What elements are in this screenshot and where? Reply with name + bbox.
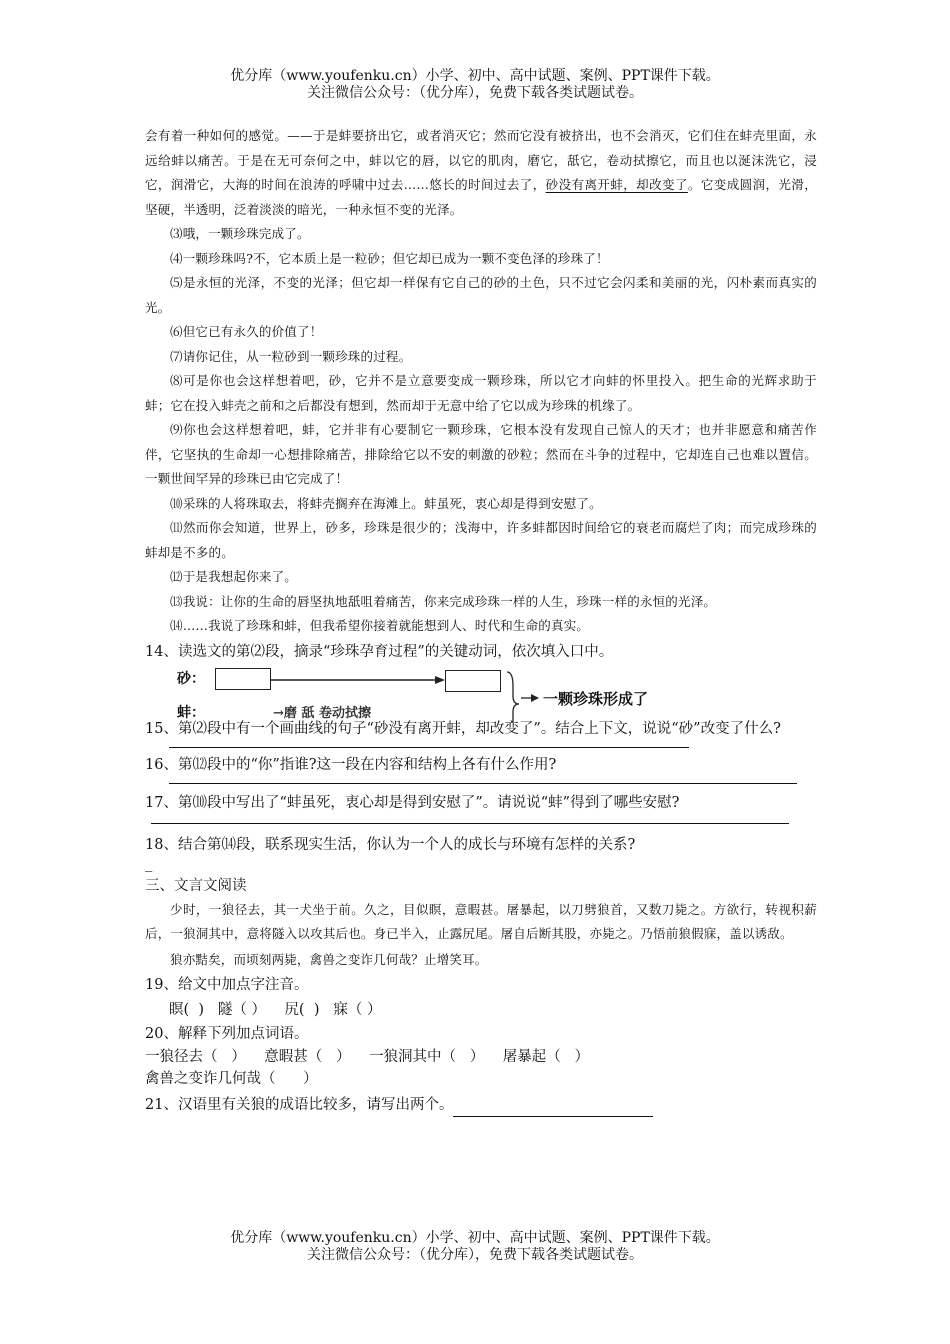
clam-verbs: →磨 舐 卷动拭擦 — [273, 705, 371, 721]
q19-item-1[interactable]: 瞑( ) — [169, 1001, 205, 1018]
paragraph-12: ⑿于是我想起你来了。 — [170, 569, 298, 584]
q20-item-1[interactable]: 一狼径去（ ） — [145, 1048, 246, 1065]
question-14: 14、读选文的第⑵段，摘录“珍珠孕育过程”的关键动词，依次填入口中。 — [145, 643, 614, 660]
paragraph-9: ⑼你也会这样想着吧，蚌，它并非有心要制它一颗珍珠，它根本没有发现自己惊人的天才；也并非愿意和痛苦作伴，它坚执的生命却一心想排除痛苦，排除给它以不安的刺激的砂粒；然而在斗争的过程中，它却连自己也难以置信。一颗世间罕异的珍珠已由它完成了！ — [145, 422, 817, 486]
classical-paragraph-1: 少时，一狼径去，其一犬坐于前。久之，目似瞑，意暇甚。屠暴起，以刀劈狼首，又数刀毙之。方欲行，转视积薪后，一狼洞其中，意将隧入以攻其后也。身已半入，止露尻尾。屠自后断其股，亦毙之。乃悟前狼假寐，盖以诱敌。 — [145, 901, 817, 941]
paragraph-8: ⑻可是你也会这样想着吧，砂，它并不是立意要变成一颗珍珠，所以它才向蚌的怀里投入。把生命的光辉求助于蚌；它在投入蚌壳之前和之后都没有想到，然而却于无意中给了它以成为珍珠的机缘了。 — [145, 373, 817, 413]
q19-item-3[interactable]: 尻( ) — [284, 1001, 320, 1018]
paragraph-4: ⑷一颗珍珠吗?不，它本质上是一粒砂；但它却已成为一颗不变色泽的珍珠了！ — [170, 250, 609, 266]
q20-item-5[interactable]: 禽兽之变诈几何哉（ ） — [145, 1070, 318, 1087]
underlined-sentence: 砂没有离开蚌，却改变了 — [545, 177, 688, 192]
paragraph-10: ⑽采珠的人将珠取去，将蚌壳搁弃在海滩上。蚌虽死，衷心却是得到安慰了。 — [170, 495, 602, 511]
answer-line-16[interactable] — [169, 777, 797, 784]
question-17: 17、第⑽段中写出了“蚌虽死，衷心却是得到安慰了”。请说说“蚌”得到了哪些安慰? — [145, 794, 680, 811]
footer-line-2: 关注微信公众号：（优分库），免费下载各类试题试卷。 — [307, 1247, 643, 1263]
q19-item-2[interactable]: 隧（ ） — [217, 1001, 266, 1018]
page-footer — [0, 1230, 950, 1264]
main-content — [145, 124, 817, 1117]
sand-label: 砂： — [177, 670, 205, 687]
question-15-text: 15、第⑵段中有一个画曲线的句子“砂没有离开蚌，却改变了”。结合上下文，说说“砂”改变了什么? — [145, 720, 781, 737]
question-18-mark: _ — [145, 855, 153, 872]
paragraph-7: ⑺请你记住，从一粒砂到一颗珍珠的过程。 — [170, 348, 412, 364]
question-20-row-2 — [145, 1068, 817, 1090]
clam-label: 蚌： — [177, 704, 205, 721]
q19-item-4[interactable]: 寐（ ） — [333, 1001, 382, 1018]
question-19-items — [145, 997, 817, 1023]
question-20-row-1 — [145, 1046, 817, 1068]
question-20: 20、解释下列加点词语。 — [145, 1025, 309, 1042]
section-title-classical: 三、文言文阅读 — [145, 877, 247, 894]
passage-intro-text: 会有着一种如何的感觉。——于是蚌要挤出它，或者消灭它；然而它没有被挤出，也不会消灭，它们住在蚌壳里面，永远给蚌以痛苦。于是在无可奈何之中，蚌以它的唇，以它的肌肉，磨它，舐它，卷动拭擦它，而且也以涎沫洗它，浸它，润滑它，大海的时间在浪涛的呼啸中过去……悠长的时间过去了， — [145, 128, 817, 192]
classical-paragraph-2: 狼亦黠矣，而顷刻两毙，禽兽之变诈几何哉？止增笑耳。 — [170, 951, 488, 967]
answer-line-17[interactable] — [151, 817, 789, 824]
pearl-process-diagram — [145, 666, 817, 726]
answer-line-15[interactable] — [169, 741, 689, 748]
question-16: 16、第⑿段中的“你”指谁?这一段在内容和结构上各有什么作用? — [145, 756, 557, 773]
page-header — [0, 68, 950, 102]
result-label: 一颗珍珠形成了 — [543, 689, 649, 708]
paragraph-11: ⑾然而你会知道，世界上，砂多，珍珠是很少的；浅海中，许多蚌都因时间给它的衰老而腐烂了肉；而完成珍珠的蚌却是不多的。 — [145, 520, 817, 560]
paragraph-13: ⒀我说：让你的生命的唇坚执地舐咀着痛苦，你来完成珍珠一样的人生，珍珠一样的永恒的光泽。 — [170, 593, 717, 609]
question-21 — [145, 1094, 817, 1117]
paragraph-5: ⑸是永恒的光泽，不变的光泽；但它却一样保有它自己的砂的土色，只不过它会闪柔和美丽的光，闪朴素而真实的光。 — [145, 275, 817, 315]
passage-intro — [145, 124, 817, 222]
q20-item-2[interactable]: 意暇甚（ ） — [264, 1048, 351, 1065]
header-line-2: 关注微信公众号：（优分库），免费下载各类试题试卷。 — [307, 85, 643, 101]
question-18: 18、结合第⒁段，联系现实生活，你认为一个人的成长与环境有怎样的关系? — [145, 836, 636, 853]
q20-item-4[interactable]: 屠暴起（ ） — [502, 1048, 590, 1065]
footer-line-1: 优分库（www.youfenku.cn）小学、初中、高中试题、案例、PPT课件下载。 — [230, 1230, 720, 1246]
paragraph-14: ⒁……我说了珍珠和蚌，但我希望你接着就能想到人、时代和生命的真实。 — [170, 618, 590, 633]
question-19: 19、给文中加点字注音。 — [145, 976, 309, 993]
header-line-1: 优分库（www.youfenku.cn）小学、初中、高中试题、案例、PPT课件下载。 — [230, 68, 720, 84]
passage-intro-end: 。它变成圆润，光滑，坚硬，半透明，泛着淡淡的暗光，一种永恒不变的光泽。 — [145, 177, 817, 217]
paragraph-6: ⑹但它已有永久的价值了！ — [170, 324, 323, 339]
paragraph-3: ⑶哦，一颗珍珠完成了。 — [170, 226, 310, 241]
q20-item-3[interactable]: 一狼洞其中（ ） — [369, 1048, 485, 1065]
answer-line-21[interactable] — [453, 1102, 653, 1117]
question-21-text: 21、汉语里有关狼的成语比较多，请写出两个。 — [145, 1096, 454, 1113]
